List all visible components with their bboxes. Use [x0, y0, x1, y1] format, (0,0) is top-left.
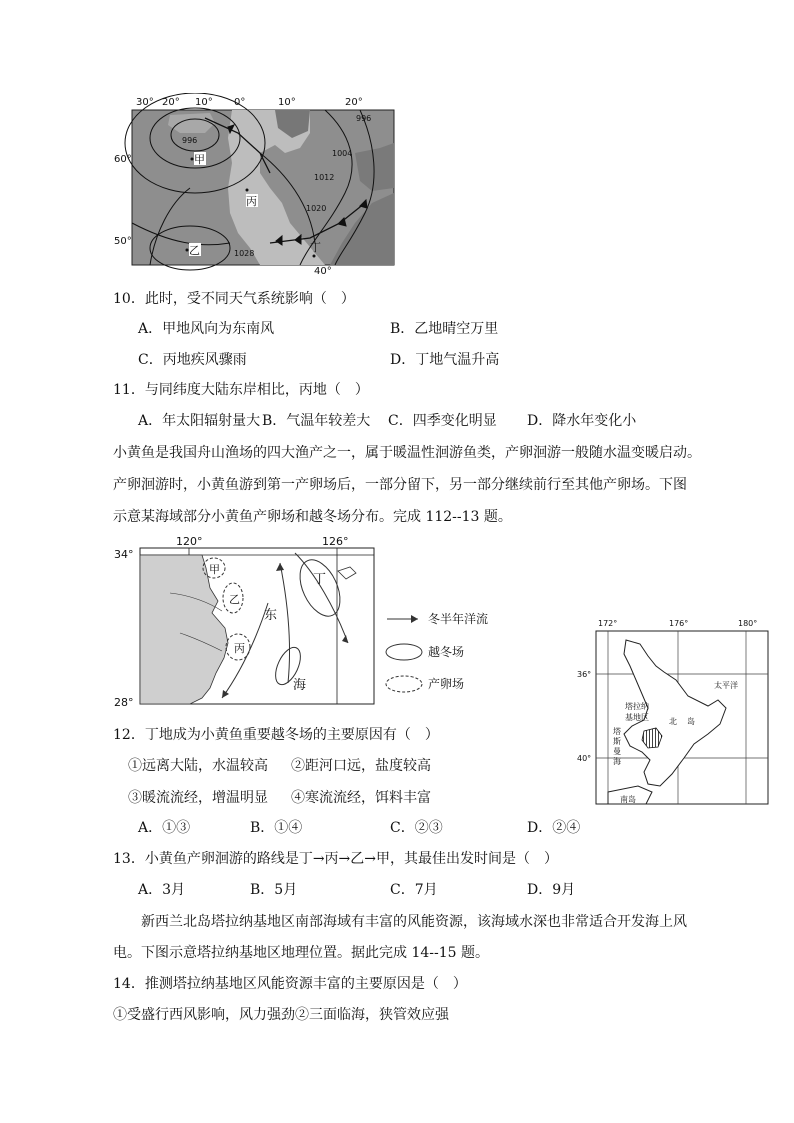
point-bing: 丙 — [234, 642, 245, 655]
label-tasman-2: 斯 — [613, 737, 621, 746]
point-yi: 乙 — [229, 593, 240, 606]
nz-map — [568, 614, 774, 808]
label-pacific: 太平洋 — [714, 681, 738, 690]
q10-option-d[interactable]: D．丁地气温升高 — [390, 352, 500, 368]
label-tasman-3: 曼 — [613, 747, 621, 756]
label-taranaki-2: 基地区 — [625, 713, 649, 722]
q12-option-a[interactable]: A．①③ — [138, 820, 191, 836]
lon-label: 120° — [176, 535, 203, 548]
lon-label: 20° — [162, 97, 180, 108]
q10-option-c[interactable]: C．丙地疾风骤雨 — [138, 352, 247, 368]
q11-stem: 11．与同纬度大陆东岸相比，丙地（ ） — [113, 382, 369, 398]
q13-option-d[interactable]: D．9月 — [527, 882, 576, 898]
lon-label: 126° — [322, 535, 349, 548]
isobar-value: 996 — [182, 136, 198, 145]
legend-winter: 越冬场 — [428, 645, 465, 659]
passage-text: 新西兰北岛塔拉纳基地区南部海域有丰富的风能资源，该海域水深也非常适合开发海上风 — [141, 914, 687, 930]
lat-label: 50° — [114, 236, 132, 247]
lon-label: 10° — [195, 97, 213, 108]
q12-option-d[interactable]: D．②④ — [527, 820, 581, 836]
q11-option-d[interactable]: D．降水年变化小 — [527, 413, 637, 429]
label-tasman-1: 塔 — [613, 727, 621, 736]
q12-statement-2: ②距河口远，盐度较高 — [291, 758, 431, 774]
lon-label: 176° — [669, 619, 689, 628]
sea-label-dong: 东 — [264, 608, 278, 623]
point-jia: 甲 — [194, 153, 205, 166]
q14-statements: ①受盛行西风影响，风力强劲②三面临海，狭管效应强 — [113, 1007, 449, 1023]
sea-label-hai: 海 — [293, 678, 307, 693]
lon-label: 40° — [314, 266, 332, 275]
point-bing-marker — [246, 189, 249, 192]
lon-label: 0° — [234, 97, 246, 108]
isobar-value: 1020 — [306, 204, 327, 213]
point-ding-marker — [313, 255, 316, 258]
lat-label: 36° — [577, 670, 592, 679]
isobar-value: 1028 — [234, 249, 255, 258]
passage-text: 示意某海域部分小黄鱼产卵场和越冬场分布。完成 112--13 题。 — [113, 509, 512, 525]
legend — [386, 611, 488, 692]
q11-option-b[interactable]: B．气温年较差大 — [262, 413, 371, 429]
lat-label: 40° — [577, 754, 592, 763]
q12-statement-3: ③暖流流经，增温明显 — [128, 790, 268, 806]
point-jia: 甲 — [209, 563, 220, 576]
q10-option-b[interactable]: B．乙地晴空万里 — [390, 321, 499, 337]
q12-stem: 12．丁地成为小黄鱼重要越冬场的主要原因有（ ） — [113, 727, 439, 743]
q12-option-c[interactable]: C．②③ — [390, 820, 443, 836]
label-south-island: 南岛 — [620, 795, 636, 804]
passage-text: 小黄鱼是我国舟山渔场的四大渔产之一，属于暖温性洄游鱼类，产卵洄游一般随水温变暖启动。 — [113, 445, 701, 461]
lat-label: 28° — [114, 696, 134, 709]
isobar-value: 1004 — [332, 149, 353, 158]
q13-option-a[interactable]: A．3月 — [138, 882, 186, 898]
label-tasman-4: 海 — [613, 757, 621, 766]
lon-label: 10° — [278, 97, 296, 108]
q14-stem: 14．推测塔拉纳基地区风能资源丰富的主要原因是（ ） — [113, 976, 467, 992]
q11-option-a[interactable]: A．年太阳辐射量大 — [138, 413, 261, 429]
q13-option-b[interactable]: B．5月 — [250, 882, 298, 898]
legend-current: 冬半年洋流 — [428, 612, 489, 626]
point-bing: 丙 — [246, 195, 257, 208]
passage-text: 电。下图示意塔拉纳基地区地理位置。据此完成 14--15 题。 — [113, 945, 489, 961]
q13-stem: 13．小黄鱼产卵洄游的路线是丁→丙→乙→甲，其最佳出发时间是（ ） — [113, 851, 559, 867]
point-ding: 丁 — [310, 241, 321, 254]
q10-stem: 10．此时，受不同天气系统影响（ ） — [113, 291, 355, 307]
q13-option-c[interactable]: C．7月 — [390, 882, 438, 898]
label-island: 岛 — [687, 717, 695, 726]
lat-label: 34° — [114, 548, 134, 561]
weather-map — [110, 93, 410, 275]
q12-statement-4: ④寒流流经，饵料丰富 — [291, 790, 431, 806]
passage-text: 产卵洄游时，小黄鱼游到第一产卵场后，一部分留下，另一部分继续前行至其他产卵场。下图 — [113, 477, 687, 493]
point-yi: 乙 — [189, 244, 200, 257]
label-taranaki-1: 塔拉纳 — [625, 702, 649, 711]
label-north: 北 — [669, 717, 677, 726]
point-ding: 丁 — [313, 572, 327, 587]
east-sea-map — [110, 533, 510, 709]
lon-label: 20° — [345, 97, 363, 108]
isobar-value: 996 — [356, 114, 372, 123]
q11-option-c[interactable]: C．四季变化明显 — [388, 413, 497, 429]
q10-option-a[interactable]: A．甲地风向为东南风 — [138, 321, 275, 337]
lon-label: 30° — [136, 97, 154, 108]
q12-option-b[interactable]: B．①④ — [250, 820, 303, 836]
isobar-value: 1012 — [314, 173, 335, 182]
lat-label: 60° — [114, 154, 132, 165]
lon-label: 172° — [598, 619, 618, 628]
lon-label: 180° — [738, 619, 758, 628]
q12-statement-1: ①远离大陆，水温较高 — [128, 758, 268, 774]
legend-spawn: 产卵场 — [428, 677, 465, 691]
